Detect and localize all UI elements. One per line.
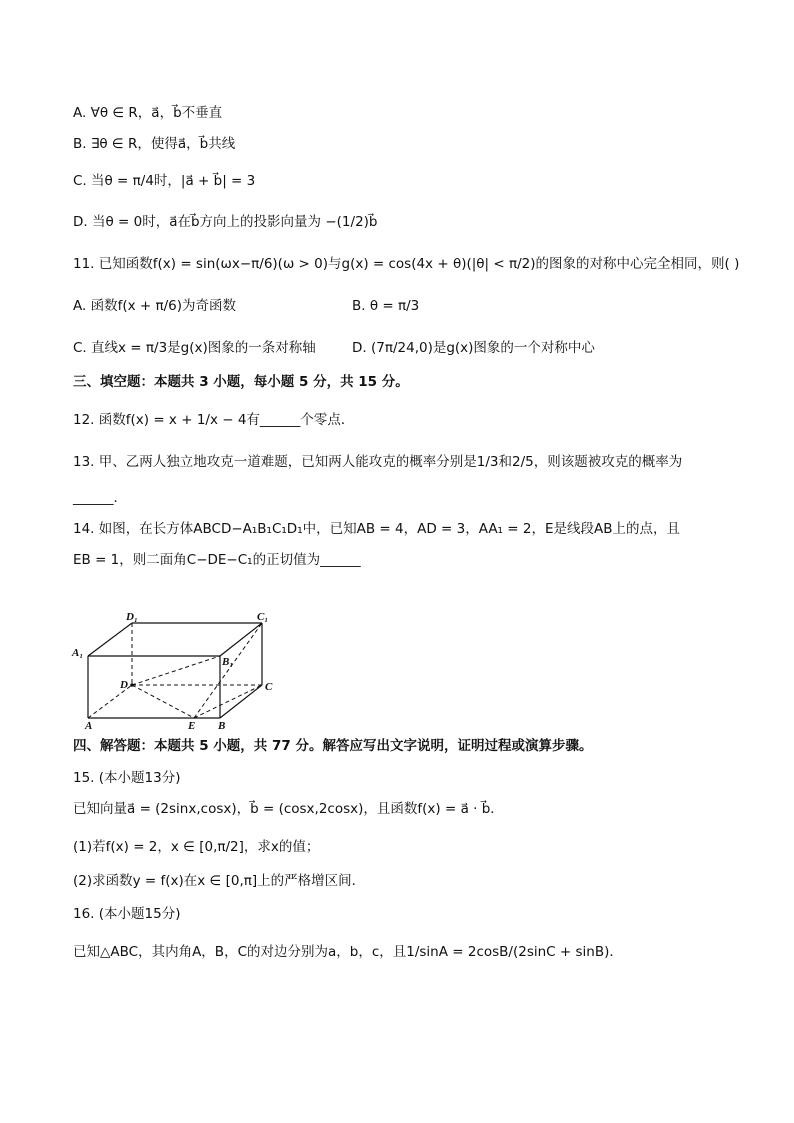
line-q14: 14. 如图，在长方体ABCD−A₁B₁C₁D₁中，已知AB = 4，AD = 3，AA₁ = 2，E是线段AB上的点，且 [73, 521, 680, 537]
label-c: C [265, 681, 273, 693]
line-q14-b: EB = 1，则二面角C−DE−C₁的正切值为______ [73, 552, 361, 568]
label-a: A [85, 720, 93, 732]
line-q15-stem: 已知向量a⃗ = (2sinx,cosx)，b⃗ = (cosx,2cosx)，且函数f(x) = a⃗ · b⃗． [73, 801, 504, 817]
line-sec4: 四、解答题：本题共 5 小题，共 77 分。解答应写出文字说明，证明过程或演算步骤。 [73, 738, 593, 754]
line-q10-d: D. 当θ = 0时，a⃗在b⃗方向上的投影向量为 −(1/2)b⃗ [73, 214, 378, 230]
line-q10-a: A. ∀θ ∈ R，a⃗，b⃗不垂直 [73, 105, 223, 121]
edge-d-e [132, 685, 194, 718]
line-q10-c: C. 当θ = π/4时，|a⃗ + b⃗| = 3 [73, 173, 256, 189]
line-q15-1: (1)若f(x) = 2，x ∈ [0,π/2]，求x的值； [73, 839, 320, 855]
line-sec3: 三、填空题：本题共 3 小题，每小题 5 分，共 15 分。 [73, 374, 409, 390]
edge-e-c1 [194, 623, 262, 718]
line-q16-stem: 已知△ABC，其内角A，B，C的对边分别为a，b，c，且1/sinA = 2cosB/(2sinC + sinB)． [73, 944, 623, 960]
edge-e-c [194, 685, 262, 718]
line-q12: 12. 函数f(x) = x + 1/x − 4有______个零点． [73, 412, 355, 428]
label-b: B [218, 720, 226, 732]
edge-d-b1 [132, 656, 220, 685]
line-q13-blank: ______． [73, 490, 127, 506]
edge-b1-c1 [220, 623, 262, 656]
label-d1: D₁ [126, 611, 138, 623]
line-q16: 16. (本小题15分) [73, 906, 181, 922]
line-q15: 15. (本小题13分) [73, 770, 181, 786]
label-e: E [188, 720, 196, 732]
line-q11-b: B. θ = π/3 [352, 298, 420, 314]
point-d [130, 683, 134, 687]
edge-a1-d1 [88, 623, 132, 656]
label-c1: C₁ [257, 611, 269, 623]
edge-b-c [220, 685, 262, 718]
line-q13: 13. 甲、乙两人独立地攻克一道难题，已知两人能攻克的概率分别是1/3和2/5，则该题被攻克的概率为 [73, 454, 683, 470]
line-q11-c: C. 直线x = π/3是g(x)图象的一条对称轴 [73, 340, 316, 356]
label-b1: B₁ [222, 656, 234, 668]
line-q11: 11. 已知函数f(x) = sin(ωx−π/6)(ω > 0)与g(x) = cos(4x + θ)(|θ| < π/2)的图象的对称中心完全相同，则( ) [73, 256, 740, 272]
line-q11-a: A. 函数f(x + π/6)为奇函数 [73, 298, 237, 314]
label-d: D [120, 679, 128, 691]
label-a1: A₁ [72, 647, 84, 659]
line-q11-d: D. (7π/24,0)是g(x)图象的一个对称中心 [352, 340, 595, 356]
line-q10-b: B. ∃θ ∈ R，使得a⃗，b⃗共线 [73, 136, 236, 152]
line-q15-2: (2)求函数y = f(x)在x ∈ [0,π]上的严格增区间． [73, 873, 366, 889]
cuboid-figure [70, 608, 280, 733]
